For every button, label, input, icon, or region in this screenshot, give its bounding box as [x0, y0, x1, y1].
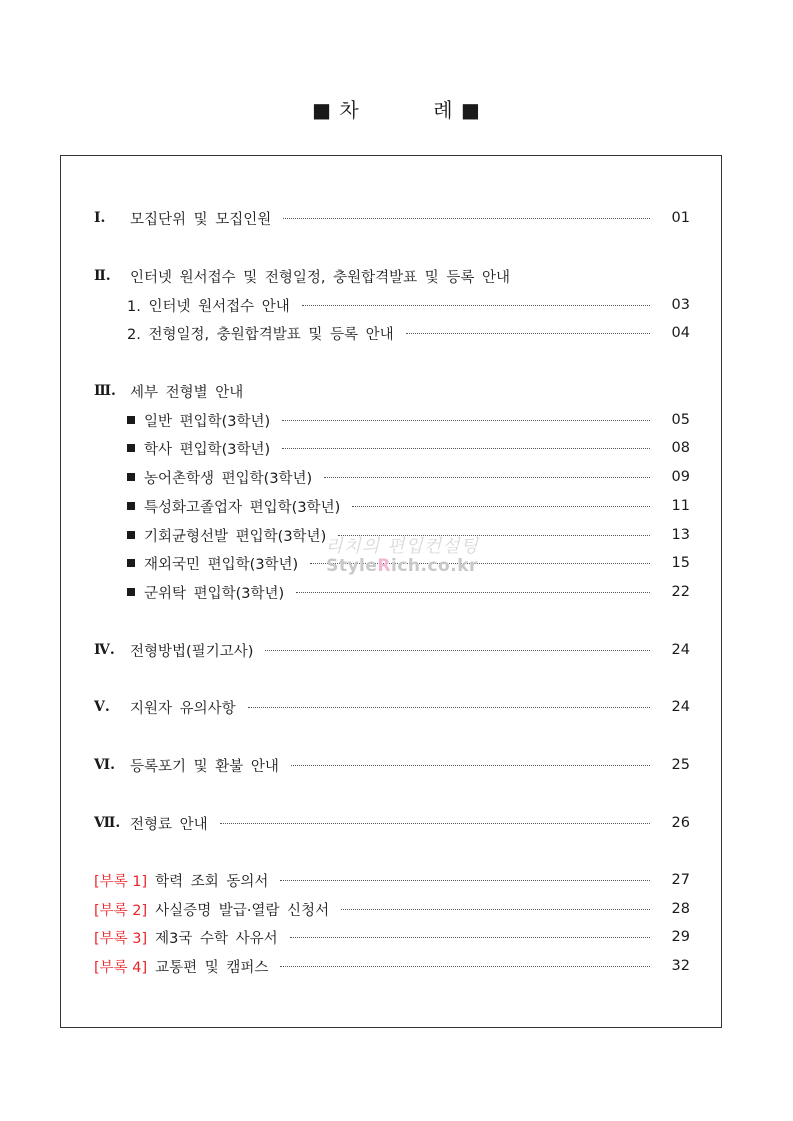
page-number: 24 — [671, 699, 690, 715]
square-bullet-icon — [127, 473, 135, 481]
toc-entry-3-2[interactable] — [127, 437, 690, 459]
section-number: Ⅲ. — [94, 383, 116, 399]
square-bullet-icon — [127, 502, 135, 510]
entry-label: 인터넷 원서접수 및 전형일정, 충원합격발표 및 등록 안내 — [130, 269, 511, 286]
page-number: 32 — [671, 958, 690, 974]
entry-label: 전형료 안내 — [130, 816, 208, 833]
page-number: 08 — [671, 440, 690, 456]
page-title: ■ 차 례 ■ — [312, 98, 481, 122]
entry-label: 재외국민 편입학(3학년) — [144, 556, 299, 573]
section-number: Ⅵ. — [94, 757, 115, 773]
dot-leader — [324, 476, 650, 478]
entry-label: 지원자 유의사항 — [130, 700, 236, 717]
watermark-korean: 리치의 편입컨설팅 — [325, 536, 479, 557]
entry-label: 군위탁 편입학(3학년) — [144, 585, 285, 602]
toc-entry-3-5[interactable] — [127, 524, 690, 546]
toc-entry-3-3[interactable] — [127, 466, 690, 488]
watermark-brand-first: Style — [326, 556, 378, 576]
entry-label: 학사 편입학(3학년) — [144, 441, 271, 458]
entry-label: 세부 전형별 안내 — [130, 384, 244, 401]
dot-leader — [248, 706, 650, 708]
dot-leader — [280, 879, 650, 881]
page-number: 03 — [671, 297, 690, 313]
toc-entry-appendix-3[interactable] — [94, 926, 690, 948]
appendix-tag: [부록 3] — [94, 930, 148, 947]
watermark-brand-rest: ich.co.kr — [391, 556, 478, 576]
page-number: 29 — [671, 929, 690, 945]
section-number: Ⅱ. — [94, 268, 111, 284]
dot-leader — [296, 591, 650, 593]
dot-leader — [280, 965, 650, 967]
square-bullet-icon — [127, 531, 135, 539]
dot-leader — [338, 534, 650, 536]
dot-leader — [220, 822, 650, 824]
page-number: 09 — [671, 469, 690, 485]
toc-entry-appendix-4[interactable] — [94, 955, 690, 977]
toc-entry-section-4[interactable] — [94, 639, 690, 661]
entry-label: 전형방법(필기고사) — [130, 643, 254, 660]
appendix-tag: [부록 2] — [94, 902, 148, 919]
dot-leader — [283, 217, 650, 219]
dot-leader — [352, 505, 650, 507]
toc-entry-appendix-1[interactable] — [94, 869, 690, 891]
entry-label: 등록포기 및 환불 안내 — [130, 758, 279, 775]
page-number: 25 — [671, 757, 690, 773]
dot-leader — [290, 936, 650, 938]
entry-label: 학력 조회 동의서 — [155, 873, 269, 890]
page-number: 13 — [671, 527, 690, 543]
watermark-brand-accent: R — [377, 556, 392, 576]
toc-entry-3-1[interactable] — [127, 409, 690, 431]
toc-entry-3-6[interactable] — [127, 552, 690, 574]
toc-entry-section-6[interactable] — [94, 754, 690, 776]
page-number: 24 — [671, 642, 690, 658]
entry-label: 농어촌학생 편입학(3학년) — [144, 470, 313, 487]
dot-leader — [265, 649, 650, 651]
toc-entry-section-5[interactable] — [94, 696, 690, 718]
toc-entry-section-7[interactable] — [94, 812, 690, 834]
entry-label: 기회균형선발 편입학(3학년) — [144, 528, 327, 545]
toc-entry-section-3[interactable] — [94, 380, 690, 402]
entry-label: 특성화고졸업자 편입학(3학년) — [144, 499, 341, 516]
dot-leader — [341, 908, 650, 910]
dot-leader — [291, 764, 650, 766]
toc-entry-2-2[interactable] — [127, 322, 690, 344]
page-number: 01 — [671, 210, 690, 226]
page-number: 28 — [671, 901, 690, 917]
entry-label: 사실증명 발급·열람 신청서 — [155, 902, 330, 919]
section-number: Ⅴ. — [94, 699, 110, 715]
dot-leader — [310, 562, 650, 564]
toc-entry-section-2[interactable] — [94, 265, 690, 287]
square-bullet-icon — [127, 559, 135, 567]
page-number: 22 — [671, 584, 690, 600]
page-number: 04 — [671, 325, 690, 341]
toc-entry-3-7[interactable] — [127, 581, 690, 603]
dot-leader — [302, 304, 650, 306]
entry-label: 일반 편입학(3학년) — [144, 413, 271, 430]
section-number: Ⅳ. — [94, 642, 115, 658]
toc-entry-section-1[interactable] — [94, 207, 690, 229]
page-number: 11 — [671, 498, 690, 514]
page-number: 15 — [671, 555, 690, 571]
page-number: 26 — [671, 815, 690, 831]
page-number: 27 — [671, 872, 690, 888]
toc-entry-3-4[interactable] — [127, 495, 690, 517]
page-number: 05 — [671, 412, 690, 428]
dot-leader — [282, 447, 650, 449]
entry-label: 2. 전형일정, 충원합격발표 및 등록 안내 — [127, 326, 394, 343]
square-bullet-icon — [127, 416, 135, 424]
appendix-tag: [부록 4] — [94, 959, 148, 976]
entry-label: 제3국 수학 사유서 — [155, 930, 278, 947]
square-bullet-icon — [127, 444, 135, 452]
section-number: Ⅰ. — [94, 210, 106, 226]
appendix-tag: [부록 1] — [94, 873, 148, 890]
entry-label: 모집단위 및 모집인원 — [130, 211, 272, 228]
dot-leader — [282, 419, 650, 421]
toc-entry-2-1[interactable] — [127, 294, 690, 316]
entry-label: 교통편 및 캠퍼스 — [155, 959, 269, 976]
dot-leader — [406, 332, 650, 334]
square-bullet-icon — [127, 588, 135, 596]
section-number: Ⅶ. — [94, 815, 121, 831]
entry-label: 1. 인터넷 원서접수 안내 — [127, 298, 290, 315]
toc-entry-appendix-2[interactable] — [94, 898, 690, 920]
